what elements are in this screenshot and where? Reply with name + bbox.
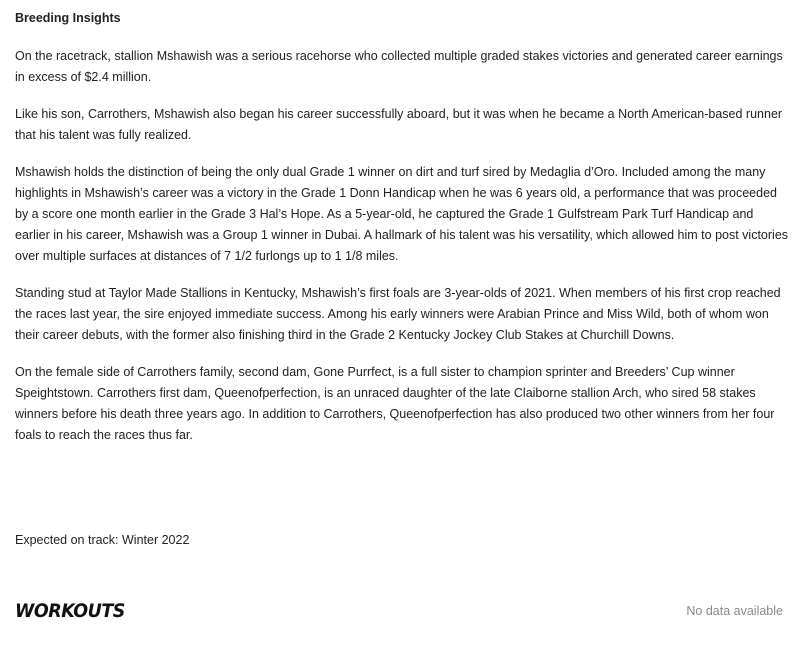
breeding-paragraph-2: Like his son, Carrothers, Mshawish also began his career successfully aboard, but it was when he became a North American-based runner that his talent was fully realized. <box>15 107 783 142</box>
breeding-paragraph-5: On the female side of Carrothers family, second dam, Gone Purrfect, is a full sister to champion sprinter and Breeders’ Cup winner Speightstown. Carrothers first dam, Queenofperfection, is an unraced daughter of the late Claiborne stallion Arch, who sired 58 stakes winners before his death three years ago. In addition to Carrothers, Queenofperfection has also produced two other winners from her four foals to reach the races thus far. <box>15 365 775 442</box>
breeding-insights-title: Breeding Insights <box>15 11 121 25</box>
breeding-paragraph-3: Mshawish holds the distinction of being the only dual Grade 1 winner on dirt and turf sired by Medaglia d’Oro. Included among the many highlights in Mshawish’s career was a victory in the Grade 1 Donn Handicap when he was 6 years old, a performance that was proceeded by a score one month earlier in the Grade 3 Hal’s Hope. As a 5-year-old, he captured the Grade 1 Gulfstream Park Turf Handicap and earlier in his career, Mshawish was a Group 1 winner in Dubai. A hallmark of his talent was his versatility, which allowed him to post victories over multiple surfaces at distances of 7 1/2 furlongs up to 1 1/8 miles. <box>15 165 789 263</box>
workouts-no-data-text: No data available <box>686 604 783 618</box>
breeding-paragraph-1: On the racetrack, stallion Mshawish was a serious racehorse who collected multiple graded stakes victories and generated career earnings in excess of $2.4 million. <box>15 49 783 84</box>
breeding-paragraph-4: Standing stud at Taylor Made Stallions in Kentucky, Mshawish’s first foals are 3-year-olds of 2021. When members of his first crop reached the races last year, the sire enjoyed immediate success. Among his early winners were Arabian Prince and Miss Wild, both of whom won their career debuts, with the former also finishing third in the Grade 2 Kentucky Jockey Club Stakes at Churchill Downs. <box>15 286 781 342</box>
expected-on-track: Expected on track: Winter 2022 <box>15 533 190 547</box>
breeding-insights-section <box>15 9 790 462</box>
workouts-heading: WORKOUTS <box>15 600 125 622</box>
